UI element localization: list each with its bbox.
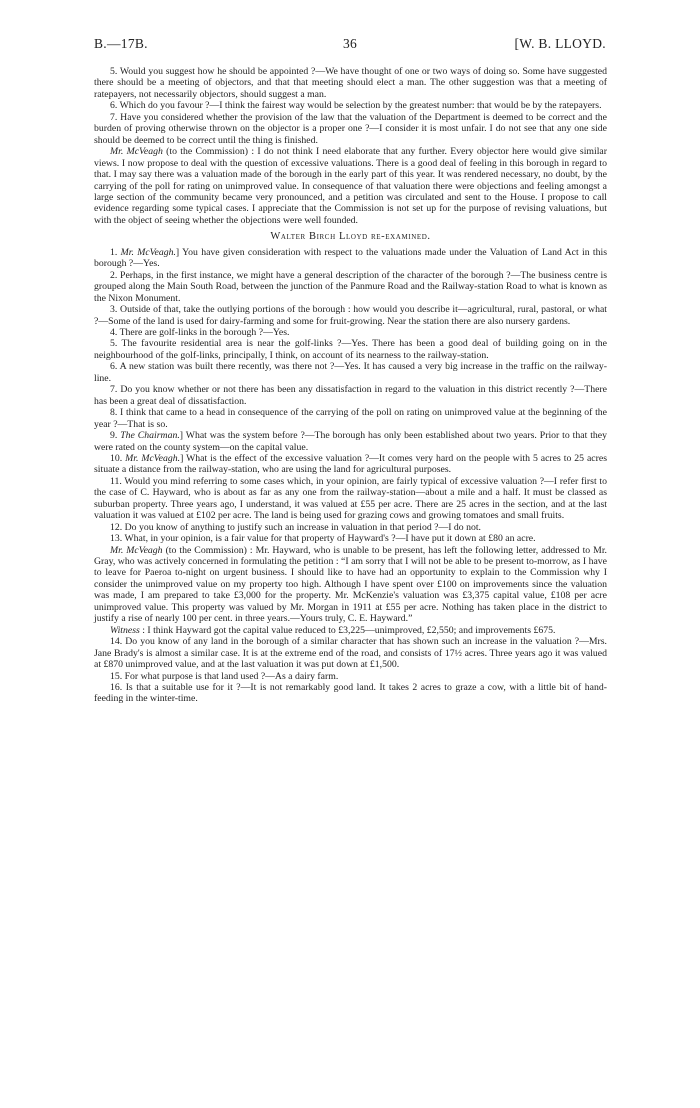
paragraph [94, 270, 607, 304]
page-number: 36 [342, 36, 358, 51]
paragraph [94, 384, 607, 407]
paragraph-text: ] What was the system before ?—The borough has only been established about two years. Prior to that they were rated on the county system—on the capital value. [94, 430, 607, 453]
paragraph [94, 146, 607, 226]
paragraph [94, 247, 607, 270]
paragraph [94, 361, 607, 384]
witness-name-header: [W. B. LLOYD. [514, 36, 606, 51]
speaker-name: Mr. McVeagh. [125, 452, 181, 464]
paragraph-text: 13. What, in your opinion, is a fair value for that property of Hayward's ?—I have put it down at £80 an acre. [110, 533, 536, 545]
paragraph [94, 453, 607, 476]
paragraph-text: (to the Commission) : Mr. Hayward, who is unable to be present, has left the following letter, addressed to Mr. Gray, who was actively concerned in formulating the petition : “I am sorry that I will not be able to be present to-morrow, as I have to leave for Paeroa to-night on urgent business. I should like to have had an opportunity to explain to the Commission why I consider the unimproved value on my property too high. Although I have spent over £100 on improvements since the valuation was made, I am prepared to take £3,000 for the property. Mr. McKenzie's valuation was £3,375 capital value, £108 per acre unimproved value. This property was valued by Mr. Morgan in 1911 at £55 per acre. Nothing has taken place in the district to justify a rise of nearly 100 per cent. in three years.—Yours truly, C. E. Hayward.” [94, 544, 607, 625]
paragraph [94, 671, 607, 682]
paragraph [94, 338, 607, 361]
paragraph-text: 3. Outside of that, take the outlying portions of the borough : how would you describe it—agricultural, rural, pastoral, or what ?—Some of the land is used for dairy-farming and some for fruit-growing. Near the station there are also nursery gardens. [94, 304, 607, 327]
paragraph-text: 2. Perhaps, in the first instance, we might have a general description of the character of the borough ?—The business centre is grouped along the Main South Road, between the junction of the Panmure Road and the Railway-station Road to what is known as the Nixon Monument. [94, 269, 607, 304]
speaker-name: Mr. McVeagh [110, 146, 163, 158]
paragraph-text: 8. I think that came to a head in consequence of the carrying of the poll on rating on unimproved value at the beginning of the year ?—That is so. [94, 407, 607, 430]
paragraph [94, 66, 607, 100]
speaker-name: The Chairman. [120, 430, 180, 442]
speaker-name: Mr. McVeagh [110, 544, 163, 556]
paragraph-text: 4. There are golf-links in the borough ?—Yes. [110, 326, 290, 338]
paragraph [94, 112, 607, 146]
question-number: 1. [110, 246, 121, 258]
paragraph [94, 533, 607, 544]
paragraph-text: ] What is the effect of the excessive valuation ?—It comes very hard on the people with 5 acres to 25 acres situate a distance from the railway-station, who are using the land for agricultural purposes. [94, 452, 607, 476]
question-number: 10. [110, 452, 126, 464]
page-header [94, 36, 606, 54]
paragraph-text: 11. Would you mind referring to some cases which, in your opinion, are fairly typical of excessive valuation ?—I refer first to the case of C. Hayward, who is about as far as any one from the railway-station—about a mile and a half. It must be classed as suburban property. Three years ago, I understand, it was valued at £55 per acre. There are 25 acres in the section, and at the last valuation it was valued at £102 per acre. The land is being used for grazing cows and growing tomatoes and small fruits. [94, 475, 607, 522]
paragraph-text: ] You have given consideration with respect to the valuations made under the Valuation of Land Act in this borough ?—Yes. [94, 246, 607, 270]
paragraph [94, 327, 607, 338]
paragraph [94, 625, 607, 636]
paragraph-text: 7. Do you know whether or not there has been any dissatisfaction in regard to the valuation in this district recently ?—There has been a great deal of dissatisfaction. [94, 384, 607, 407]
paragraph-text: 7. Have you considered whether the provision of the law that the valuation of the Department is deemed to be correct and the burden of proving otherwise thrown on the objector is a proper one ?—I consider it is most unfair. I do not see that any one side should be deemed to be correct until the thing is finished. [94, 111, 607, 146]
paragraph-text: 5. The favourite residential area is near the golf-links ?—Yes. There has been a good deal of building going on in the neighbourhood of the golf-links, principally, I think, on account of its nearness to the railway-station. [94, 338, 607, 361]
paragraph [94, 545, 607, 625]
paragraph-text: 14. Do you know of any land in the borough of a similar character that has shown such an increase in the valuation ?—Mrs. Jane Brady's is almost a similar case. It is at the extreme end of the road, and consists of 17½ acres. Three years ago it was valued at £870 unimproved value, and at the last valuation it was put down at £1,500. [94, 636, 607, 671]
question-number: 9. [110, 430, 121, 442]
speaker-name: Mr. McVeagh. [120, 246, 176, 258]
page-body [94, 66, 607, 705]
document-reference: B.—17B. [94, 36, 148, 51]
paragraph-text: 5. Would you suggest how he should be appointed ?—We have thought of one or two ways of doing so. Some have suggested there should be a meeting of objectors, and that that meeting should elect a man. The other suggestion was that a meeting of ratepayers, not necessarily objectors, should suggest a man. [94, 66, 607, 100]
paragraph-text: 12. Do you know of anything to justify such an increase in valuation in that period ?—I do not. [110, 521, 481, 533]
paragraph [94, 407, 607, 430]
paragraph-text: : I think Hayward got the capital value reduced to £3,225—unimproved, £2,550; and improvements £675. [139, 624, 556, 636]
section-heading: Walter Birch Lloyd re-examined. [270, 231, 431, 243]
paragraph [94, 430, 607, 453]
paragraph-text: 6. Which do you favour ?—I think the fairest way would be selection by the greatest number: that would be by the ratepayers. [110, 100, 602, 112]
paragraph [94, 636, 607, 670]
speaker-name: Witness [110, 624, 140, 636]
paragraph [94, 682, 607, 705]
first-block [94, 66, 607, 226]
paragraph-text: 16. Is that a suitable use for it ?—It is not remarkably good land. It takes 2 acres to graze a cow, with a little bit of hand-feeding in the winter-time. [94, 682, 607, 705]
paragraph-text: (to the Commission) : I do not think I need elaborate that any further. Every objector here would give similar views. I now propose to deal with the question of excessive valuations. There is a good deal of feeling in this borough in regard to that. I may say there was a valuation made of the borough in the early part of this year. It was rendered necessary, no doubt, by the carrying of the poll for rating on unimproved value. In consequence of that valuation there were objections and feeling amongst a large section of the community became very pronounced, and a petition was circulated and sent to the House. I propose to call evidence regarding some typical cases. I appreciate that the Commission is not set up for the purpose of revising valuations, but with the object of seeing whether the objections were well founded. [94, 146, 607, 226]
paragraph [94, 304, 607, 327]
paragraph-text: 15. For what purpose is that land used ?—As a dairy farm. [110, 670, 339, 682]
paragraph-text: 6. A new station was built there recently, was there not ?—Yes. It has caused a very big increase in the traffic on the railway-line. [94, 361, 607, 384]
paragraph [94, 100, 607, 111]
second-block [94, 247, 607, 705]
paragraph [94, 476, 607, 522]
paragraph [94, 522, 607, 533]
